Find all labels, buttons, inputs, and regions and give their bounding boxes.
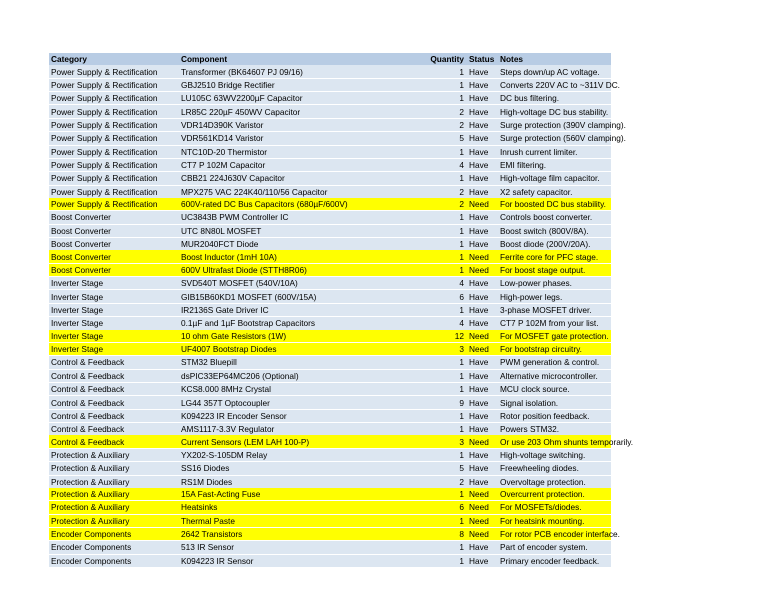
table-row — [49, 488, 611, 501]
cell-component[interactable]: UF4007 Bootstrap Diodes — [179, 342, 378, 355]
cell-component[interactable]: K094223 IR Sensor — [179, 554, 378, 567]
cell-status[interactable]: Have — [467, 356, 498, 369]
cell-quantity[interactable]: 1 — [378, 145, 467, 158]
cell-component[interactable]: UC3843B PWM Controller IC — [179, 211, 378, 224]
cell-component[interactable]: NTC10D-20 Thermistor — [179, 145, 378, 158]
cell-notes[interactable]: EMI filtering. — [498, 158, 611, 171]
cell-quantity[interactable]: 1 — [378, 369, 467, 382]
cell-category[interactable]: Encoder Components — [49, 527, 179, 540]
cell-category[interactable]: Protection & Auxiliary — [49, 514, 179, 527]
cell-quantity[interactable]: 1 — [378, 263, 467, 276]
cell-quantity[interactable]: 1 — [378, 172, 467, 185]
table-row — [49, 65, 611, 78]
cell-component[interactable]: 10 ohm Gate Resistors (1W) — [179, 330, 378, 343]
cell-quantity[interactable]: 1 — [378, 382, 467, 395]
cell-component[interactable]: Thermal Paste — [179, 514, 378, 527]
cell-category[interactable]: Power Supply & Rectification — [49, 158, 179, 171]
cell-quantity[interactable]: 4 — [378, 277, 467, 290]
cell-quantity[interactable]: 9 — [378, 396, 467, 409]
cell-quantity[interactable]: 12 — [378, 330, 467, 343]
cell-quantity[interactable]: 8 — [378, 527, 467, 540]
cell-notes[interactable]: X2 safety capacitor. — [498, 185, 611, 198]
cell-quantity[interactable]: 6 — [378, 290, 467, 303]
cell-category[interactable]: Protection & Auxiliary — [49, 501, 179, 514]
cell-component[interactable]: KCS8.000 8MHz Crystal — [179, 382, 378, 395]
cell-quantity[interactable]: 1 — [378, 541, 467, 554]
cell-category[interactable]: Inverter Stage — [49, 342, 179, 355]
cell-notes[interactable]: For rotor PCB encoder interface. — [500, 529, 620, 540]
cell-notes[interactable]: MCU clock source. — [498, 382, 611, 395]
cell-notes[interactable]: High-voltage switching. — [498, 448, 611, 461]
table-row — [49, 238, 611, 251]
table-row — [49, 342, 611, 355]
table-row — [49, 132, 611, 145]
cell-quantity[interactable]: 1 — [378, 356, 467, 369]
cell-category[interactable]: Power Supply & Rectification — [49, 105, 179, 118]
cell-category[interactable]: Inverter Stage — [49, 330, 179, 343]
cell-quantity[interactable]: 1 — [378, 514, 467, 527]
table-row — [49, 172, 611, 185]
cell-component[interactable]: LU105C 63WV2200µF Capacitor — [179, 92, 378, 105]
cell-component[interactable]: SS16 Diodes — [179, 462, 378, 475]
cell-quantity[interactable]: 4 — [378, 317, 467, 330]
cell-notes[interactable]: Or use 203 Ohm shunts temporarily. — [500, 436, 634, 447]
cell-status[interactable]: Have — [467, 118, 498, 131]
cell-category[interactable]: Power Supply & Rectification — [49, 172, 179, 185]
cell-component[interactable]: STM32 Bluepill — [179, 356, 378, 369]
cell-component[interactable]: IR2136S Gate Driver IC — [179, 303, 378, 316]
cell-category[interactable]: Protection & Auxiliary — [49, 475, 179, 488]
cell-notes[interactable]: High-voltage film capacitor. — [498, 172, 611, 185]
cell-quantity[interactable]: 2 — [378, 198, 467, 211]
cell-notes[interactable]: Freewheeling diodes. — [498, 462, 611, 475]
cell-component[interactable]: GBJ2510 Bridge Rectifier — [179, 78, 378, 91]
cell-component[interactable]: 0.1µF and 1µF Bootstrap Capacitors — [179, 317, 378, 330]
cell-category[interactable]: Control & Feedback — [49, 369, 179, 382]
cell-status[interactable]: Have — [467, 369, 498, 382]
cell-status[interactable]: Have — [467, 92, 498, 105]
cell-notes[interactable]: Boost diode (200V/20A). — [498, 238, 611, 251]
cell-notes[interactable]: Overvoltage protection. — [498, 475, 611, 488]
cell-notes[interactable]: Surge protection (390V clamping). — [500, 119, 626, 130]
cell-category[interactable]: Control & Feedback — [49, 435, 179, 448]
cell-status[interactable]: Have — [467, 317, 498, 330]
cell-component[interactable]: 15A Fast-Acting Fuse — [179, 488, 378, 501]
cell-status[interactable]: Have — [467, 448, 498, 461]
cell-component[interactable]: K094223 IR Encoder Sensor — [179, 409, 378, 422]
cell-quantity[interactable]: 3 — [378, 342, 467, 355]
cell-notes[interactable]: For heatsink mounting. — [498, 514, 611, 527]
cell-category[interactable]: Protection & Auxiliary — [49, 488, 179, 501]
cell-category[interactable]: Boost Converter — [49, 238, 179, 251]
cell-quantity[interactable]: 1 — [459, 66, 464, 77]
cell-component[interactable]: CT7 P 102M Capacitor — [179, 158, 378, 171]
cell-status[interactable]: Need — [467, 263, 498, 276]
cell-quantity[interactable]: 1 — [378, 250, 467, 263]
cell-notes[interactable]: Ferrite core for PFC stage. — [498, 250, 611, 263]
cell-category[interactable]: Control & Feedback — [49, 423, 179, 436]
cell-status[interactable]: Have — [467, 145, 498, 158]
table-row — [49, 224, 611, 237]
cell-category[interactable]: Control & Feedback — [49, 356, 179, 369]
cell-component[interactable]: VDR561KD14 Varistor — [179, 132, 378, 145]
cell-category[interactable]: Inverter Stage — [49, 303, 179, 316]
cell-category[interactable]: Inverter Stage — [49, 290, 179, 303]
cell-quantity[interactable]: 1 — [378, 211, 467, 224]
cell-notes[interactable]: Primary encoder feedback. — [498, 554, 611, 567]
cell-category[interactable]: Boost Converter — [49, 224, 179, 237]
table-row — [49, 250, 611, 263]
cell-notes[interactable]: Powers STM32. — [498, 423, 611, 436]
cell-status[interactable]: Have — [467, 132, 498, 145]
table-row — [49, 330, 611, 343]
cell-quantity[interactable]: 5 — [378, 462, 467, 475]
cell-quantity[interactable]: 1 — [378, 554, 467, 567]
cell-quantity[interactable]: 1 — [378, 92, 467, 105]
cell-notes[interactable]: Rotor position feedback. — [498, 409, 611, 422]
cell-component[interactable]: LR85C 220µF 450WV Capacitor — [179, 105, 378, 118]
table-row — [49, 198, 611, 211]
table-row — [49, 501, 611, 514]
cell-quantity[interactable]: 4 — [378, 158, 467, 171]
cell-notes[interactable]: DC bus filtering. — [498, 92, 611, 105]
header-notes[interactable]: Notes — [500, 54, 524, 65]
cell-category[interactable]: Power Supply & Rectification — [49, 132, 179, 145]
cell-component[interactable]: Transformer (BK64607 PJ 09/16) — [181, 66, 303, 77]
cell-category[interactable]: Boost Converter — [49, 211, 179, 224]
cell-quantity[interactable]: 1 — [378, 409, 467, 422]
table-row — [49, 277, 611, 290]
table-row — [49, 185, 611, 198]
table-row — [49, 290, 611, 303]
table-row — [49, 527, 611, 540]
cell-component[interactable]: RS1M Diodes — [179, 475, 378, 488]
table-row — [49, 78, 611, 91]
cell-component[interactable]: SVD540T MOSFET (540V/10A) — [179, 277, 378, 290]
table-row — [49, 423, 611, 436]
cell-notes[interactable]: Steps down/up AC voltage. — [500, 66, 600, 77]
cell-status[interactable]: Have — [467, 172, 498, 185]
header-component[interactable]: Component — [181, 54, 228, 65]
cell-quantity[interactable]: 1 — [378, 423, 467, 436]
cell-notes[interactable]: Signal isolation. — [498, 396, 611, 409]
cell-status[interactable]: Need — [467, 342, 498, 355]
cell-component[interactable]: UTC 8N80L MOSFET — [179, 224, 378, 237]
table-row — [49, 105, 611, 118]
cell-notes[interactable]: CT7 P 102M from your list. — [498, 317, 611, 330]
table-row — [49, 462, 611, 475]
cell-notes[interactable]: Converts 220V AC to ~311V DC. — [500, 79, 620, 90]
cell-status[interactable]: Have — [467, 185, 498, 198]
header-status[interactable]: Status — [469, 54, 495, 65]
header-row — [49, 53, 611, 65]
cell-component[interactable]: 600V Ultrafast Diode (STTH8R06) — [179, 263, 378, 276]
cell-quantity[interactable]: 2 — [378, 105, 467, 118]
cell-notes[interactable]: For boosted DC bus stability. — [498, 198, 611, 211]
cell-status[interactable]: Have — [467, 277, 498, 290]
cell-status[interactable]: Have — [467, 224, 498, 237]
cell-notes[interactable]: Inrush current limiter. — [498, 145, 611, 158]
cell-quantity[interactable]: 2 — [378, 475, 467, 488]
cell-component[interactable]: LG44 357T Optocoupler — [179, 396, 378, 409]
cell-status[interactable]: Have — [469, 66, 489, 77]
cell-quantity[interactable]: 1 — [378, 488, 467, 501]
table-row — [49, 369, 611, 382]
cell-quantity[interactable]: 1 — [378, 238, 467, 251]
cell-component[interactable]: GIB15B60KD1 MOSFET (600V/15A) — [179, 290, 378, 303]
table-row — [49, 541, 611, 554]
table-row — [49, 92, 611, 105]
cell-notes[interactable]: Surge protection (560V clamping). — [500, 133, 626, 144]
cell-notes[interactable]: Alternative microcontroller. — [498, 369, 611, 382]
cell-status[interactable]: Have — [467, 158, 498, 171]
table-row — [49, 356, 611, 369]
table-row — [49, 158, 611, 171]
cell-quantity[interactable]: 6 — [378, 501, 467, 514]
cell-status[interactable]: Need — [467, 514, 498, 527]
cell-status[interactable]: Need — [467, 488, 498, 501]
cell-category[interactable]: Control & Feedback — [49, 396, 179, 409]
table-row — [49, 396, 611, 409]
cell-category[interactable]: Power Supply & Rectification — [49, 118, 179, 131]
cell-notes[interactable]: PWM generation & control. — [498, 356, 611, 369]
cell-category[interactable]: Power Supply & Rectification — [51, 66, 158, 77]
cell-status[interactable]: Have — [467, 475, 498, 488]
cell-category[interactable]: Protection & Auxiliary — [49, 448, 179, 461]
cell-quantity[interactable]: 5 — [378, 132, 467, 145]
cell-notes[interactable]: Overcurrent protection. — [498, 488, 611, 501]
cell-notes[interactable]: 3-phase MOSFET driver. — [498, 303, 611, 316]
cell-status[interactable]: Need — [467, 198, 498, 211]
table-row — [49, 435, 611, 448]
cell-notes[interactable]: For MOSFET gate protection. — [498, 330, 611, 343]
cell-notes[interactable]: Part of encoder system. — [498, 541, 611, 554]
cell-notes[interactable]: For MOSFETs/diodes. — [498, 501, 611, 514]
cell-component[interactable]: AMS1117-3.3V Regulator — [179, 423, 378, 436]
table-row — [49, 448, 611, 461]
cell-component[interactable]: dsPIC33EP64MC206 (Optional) — [179, 369, 378, 382]
table-row — [49, 554, 611, 567]
cell-quantity[interactable]: 1 — [378, 224, 467, 237]
cell-notes[interactable]: Boost switch (800V/8A). — [498, 224, 611, 237]
cell-component[interactable]: CBB21 224J630V Capacitor — [179, 172, 378, 185]
cell-status[interactable]: Have — [467, 409, 498, 422]
header-quantity[interactable]: Quantity — [430, 54, 464, 65]
table-row — [49, 145, 611, 158]
cell-category[interactable]: Encoder Components — [49, 541, 179, 554]
table-body — [49, 65, 634, 567]
cell-component[interactable]: Boost Inductor (1mH 10A) — [179, 250, 378, 263]
cell-component[interactable]: MUR2040FCT Diode — [179, 238, 378, 251]
cell-status[interactable]: Have — [467, 105, 498, 118]
cell-category[interactable]: Power Supply & Rectification — [49, 145, 179, 158]
cell-quantity[interactable]: 2 — [378, 185, 467, 198]
table-row — [49, 263, 611, 276]
cell-status[interactable]: Need — [467, 527, 498, 540]
cell-notes[interactable]: Controls boost converter. — [498, 211, 611, 224]
table-row — [49, 475, 611, 488]
cell-status[interactable]: Need — [467, 330, 498, 343]
cell-category[interactable]: Power Supply & Rectification — [49, 78, 179, 91]
cell-status[interactable]: Have — [467, 554, 498, 567]
cell-component[interactable]: 513 IR Sensor — [179, 541, 378, 554]
cell-notes[interactable]: For bootstrap circuitry. — [498, 342, 611, 355]
cell-component[interactable]: Heatsinks — [179, 501, 378, 514]
cell-category[interactable]: Boost Converter — [49, 263, 179, 276]
cell-category[interactable]: Protection & Auxiliary — [49, 462, 179, 475]
table-row — [49, 303, 611, 316]
cell-status[interactable]: Have — [467, 303, 498, 316]
cell-quantity[interactable]: 1 — [378, 303, 467, 316]
cell-status[interactable]: Have — [467, 382, 498, 395]
cell-category[interactable]: Power Supply & Rectification — [49, 92, 179, 105]
cell-status[interactable]: Need — [467, 435, 498, 448]
table-row — [49, 211, 611, 224]
cell-component[interactable]: Current Sensors (LEM LAH 100-P) — [179, 435, 378, 448]
table-row — [49, 118, 611, 131]
table-row — [49, 317, 611, 330]
cell-notes[interactable]: High-voltage DC bus stability. — [498, 105, 611, 118]
cell-category[interactable]: Power Supply & Rectification — [49, 198, 179, 211]
cell-status[interactable]: Have — [467, 396, 498, 409]
cell-category[interactable]: Inverter Stage — [49, 277, 179, 290]
cell-notes[interactable]: For boost stage output. — [498, 263, 611, 276]
cell-status[interactable]: Need — [467, 501, 498, 514]
cell-status[interactable]: Have — [467, 423, 498, 436]
table-row — [49, 514, 611, 527]
cell-status[interactable]: Have — [467, 541, 498, 554]
table-row — [49, 409, 611, 422]
cell-category[interactable]: Encoder Components — [49, 554, 179, 567]
cell-category[interactable]: Inverter Stage — [49, 317, 179, 330]
cell-quantity[interactable]: 1 — [378, 448, 467, 461]
table-row — [49, 382, 611, 395]
cell-component[interactable]: 600V-rated DC Bus Capacitors (680µF/600V) — [179, 198, 378, 211]
cell-status[interactable]: Have — [467, 290, 498, 303]
cell-category[interactable]: Control & Feedback — [49, 382, 179, 395]
cell-status[interactable]: Have — [467, 211, 498, 224]
cell-quantity[interactable]: 1 — [378, 78, 467, 91]
cell-component[interactable]: YX202-S-105DM Relay — [179, 448, 378, 461]
cell-category[interactable]: Control & Feedback — [49, 409, 179, 422]
cell-notes[interactable]: Low-power phases. — [498, 277, 611, 290]
cell-component[interactable]: MPX275 VAC 224K40/110/56 Capacitor — [179, 185, 378, 198]
cell-category[interactable]: Power Supply & Rectification — [49, 185, 179, 198]
header-category[interactable]: Category — [51, 54, 87, 65]
parts-table — [49, 53, 634, 567]
cell-status[interactable]: Have — [467, 462, 498, 475]
cell-category[interactable]: Boost Converter — [49, 250, 179, 263]
cell-quantity[interactable]: 3 — [378, 435, 467, 448]
cell-quantity[interactable]: 2 — [378, 118, 467, 131]
cell-component[interactable]: VDR14D390K Varistor — [179, 118, 378, 131]
cell-status[interactable]: Have — [467, 78, 498, 91]
cell-status[interactable]: Have — [467, 238, 498, 251]
cell-status[interactable]: Need — [467, 250, 498, 263]
cell-notes[interactable]: High-power legs. — [498, 290, 611, 303]
cell-component[interactable]: 2642 Transistors — [179, 527, 378, 540]
